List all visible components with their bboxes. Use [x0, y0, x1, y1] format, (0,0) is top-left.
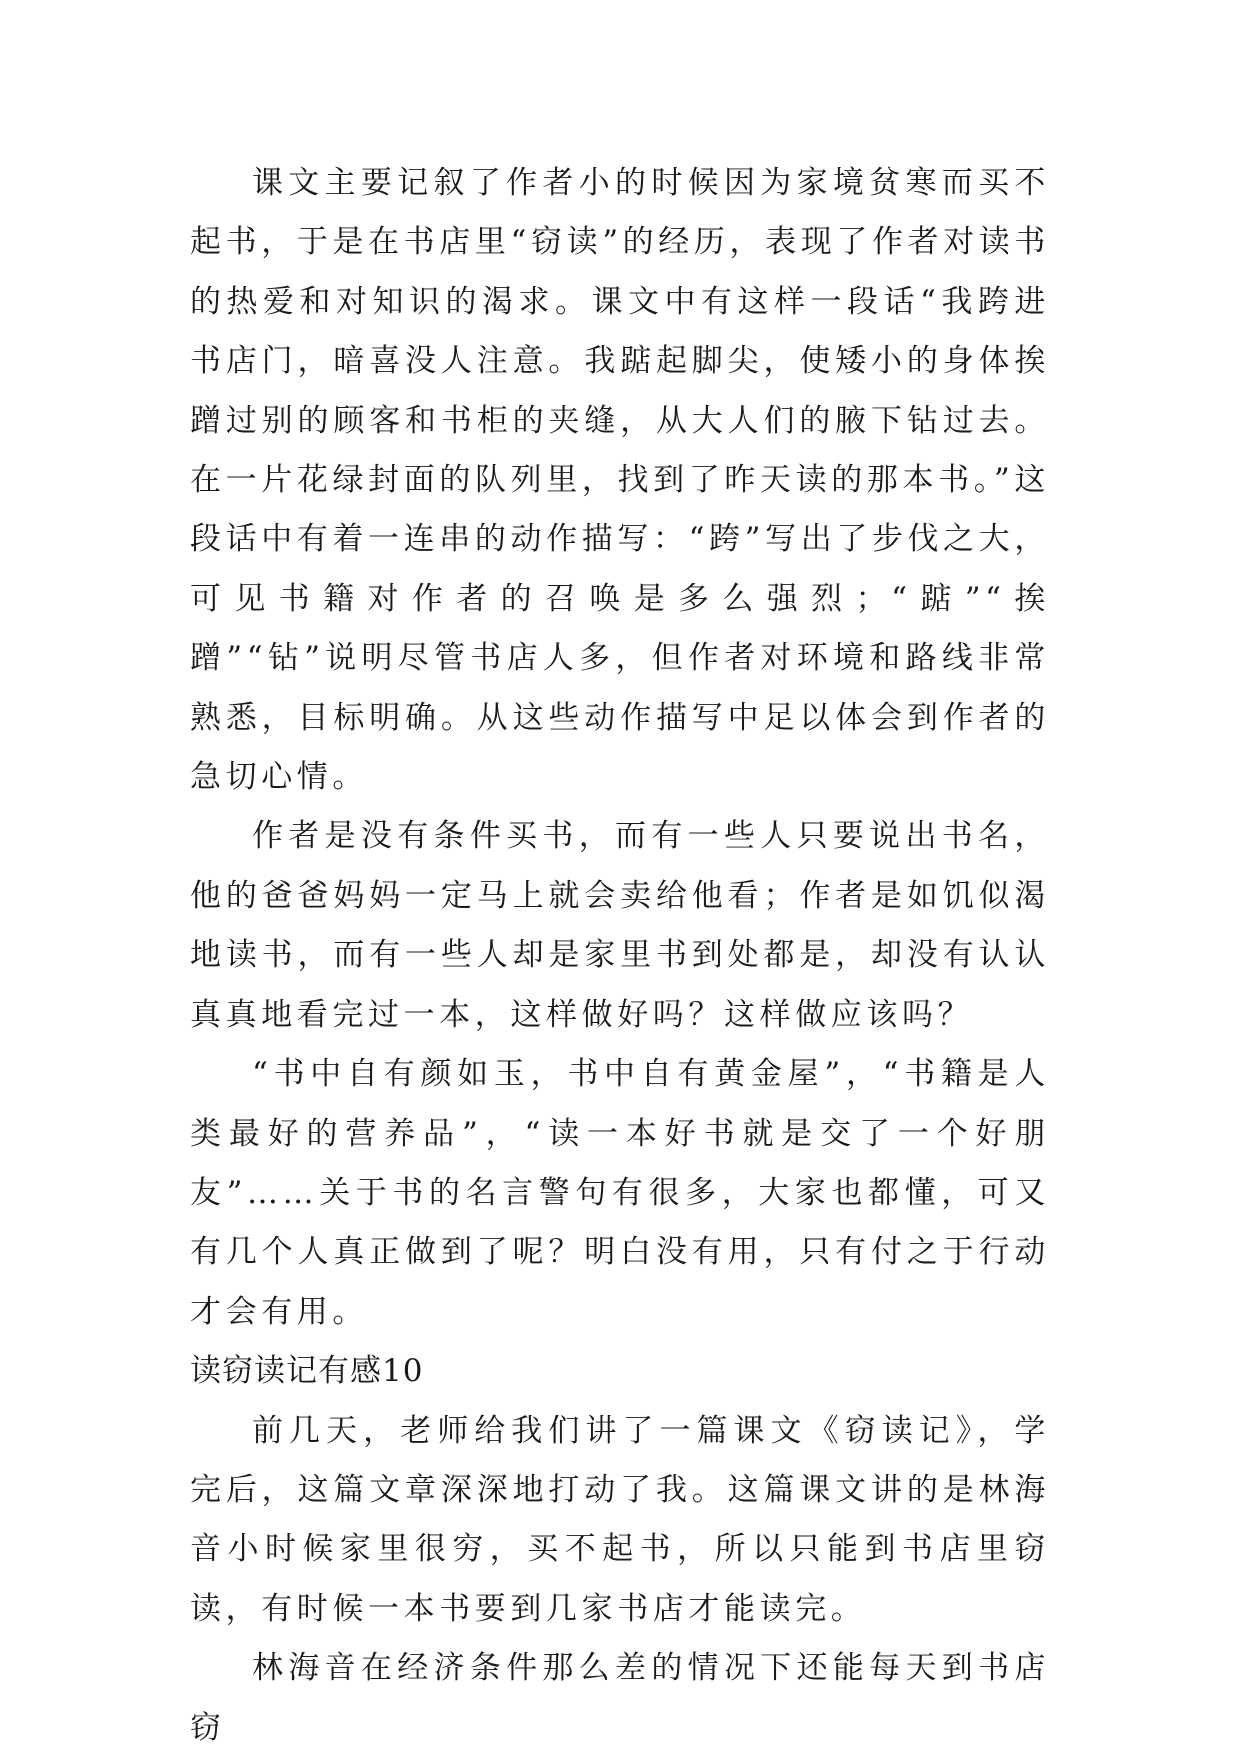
section-title: 读窃读记有感10	[190, 1353, 424, 1390]
paragraph-continuation: 林海音在经济条件那么差的情况下还能每天到书店窃	[190, 1650, 1050, 1746]
paragraph-text-summary: 课文主要记叙了作者小的时候因为家境贫寒而买不起书，于是在书店里“窃读”的经历，表现了作者对读书的热爱和对知识的渴求。课文中有这样一段话“我跨进书店门，暗喜没人注意。我踮起脚尖，使矮小的身体挨蹭过别的顾客和书柜的夹缝，从大人们的腋下钻过去。在一片花绿封面的队列里，找到了昨天读的那本书。”这段话中有着一连串的动作描写：“跨”写出了步伐之大，可见书籍对作者的召唤是多么强烈；“踮”“挨蹭”“钻”说明尽管书店人多，但作者对环境和路线非常熟悉，目标明确。从这些动作描写中足以体会到作者的急切心情。	[190, 165, 1050, 796]
paragraph-quotes: “书中自有颜如玉，书中自有黄金屋”，“书籍是人类最好的营养品”，“读一本好书就是交了一个好朋友”……关于书的名言警句有很多，大家也都懂，可又有几个人真正做到了呢？明白没有用，只有付之于行动才会有用。	[190, 1056, 1050, 1330]
paragraph-comparison: 作者是没有条件买书，而有一些人只要说出书名，他的爸爸妈妈一定马上就会卖给他看；作者是如饥似渴地读书，而有一些人却是家里书到处都是，却没有认认真真地看完过一本，这样做好吗？这样做应该吗？	[190, 818, 1050, 1033]
document-body	[190, 154, 1050, 1758]
paragraph-introduction: 前几天，老师给我们讲了一篇课文《窃读记》，学完后，这篇文章深深地打动了我。这篇课文讲的是林海音小时候家里很穷，买不起书，所以只能到书店里窃读，有时候一本书要到几家书店才能读完。	[190, 1412, 1050, 1627]
